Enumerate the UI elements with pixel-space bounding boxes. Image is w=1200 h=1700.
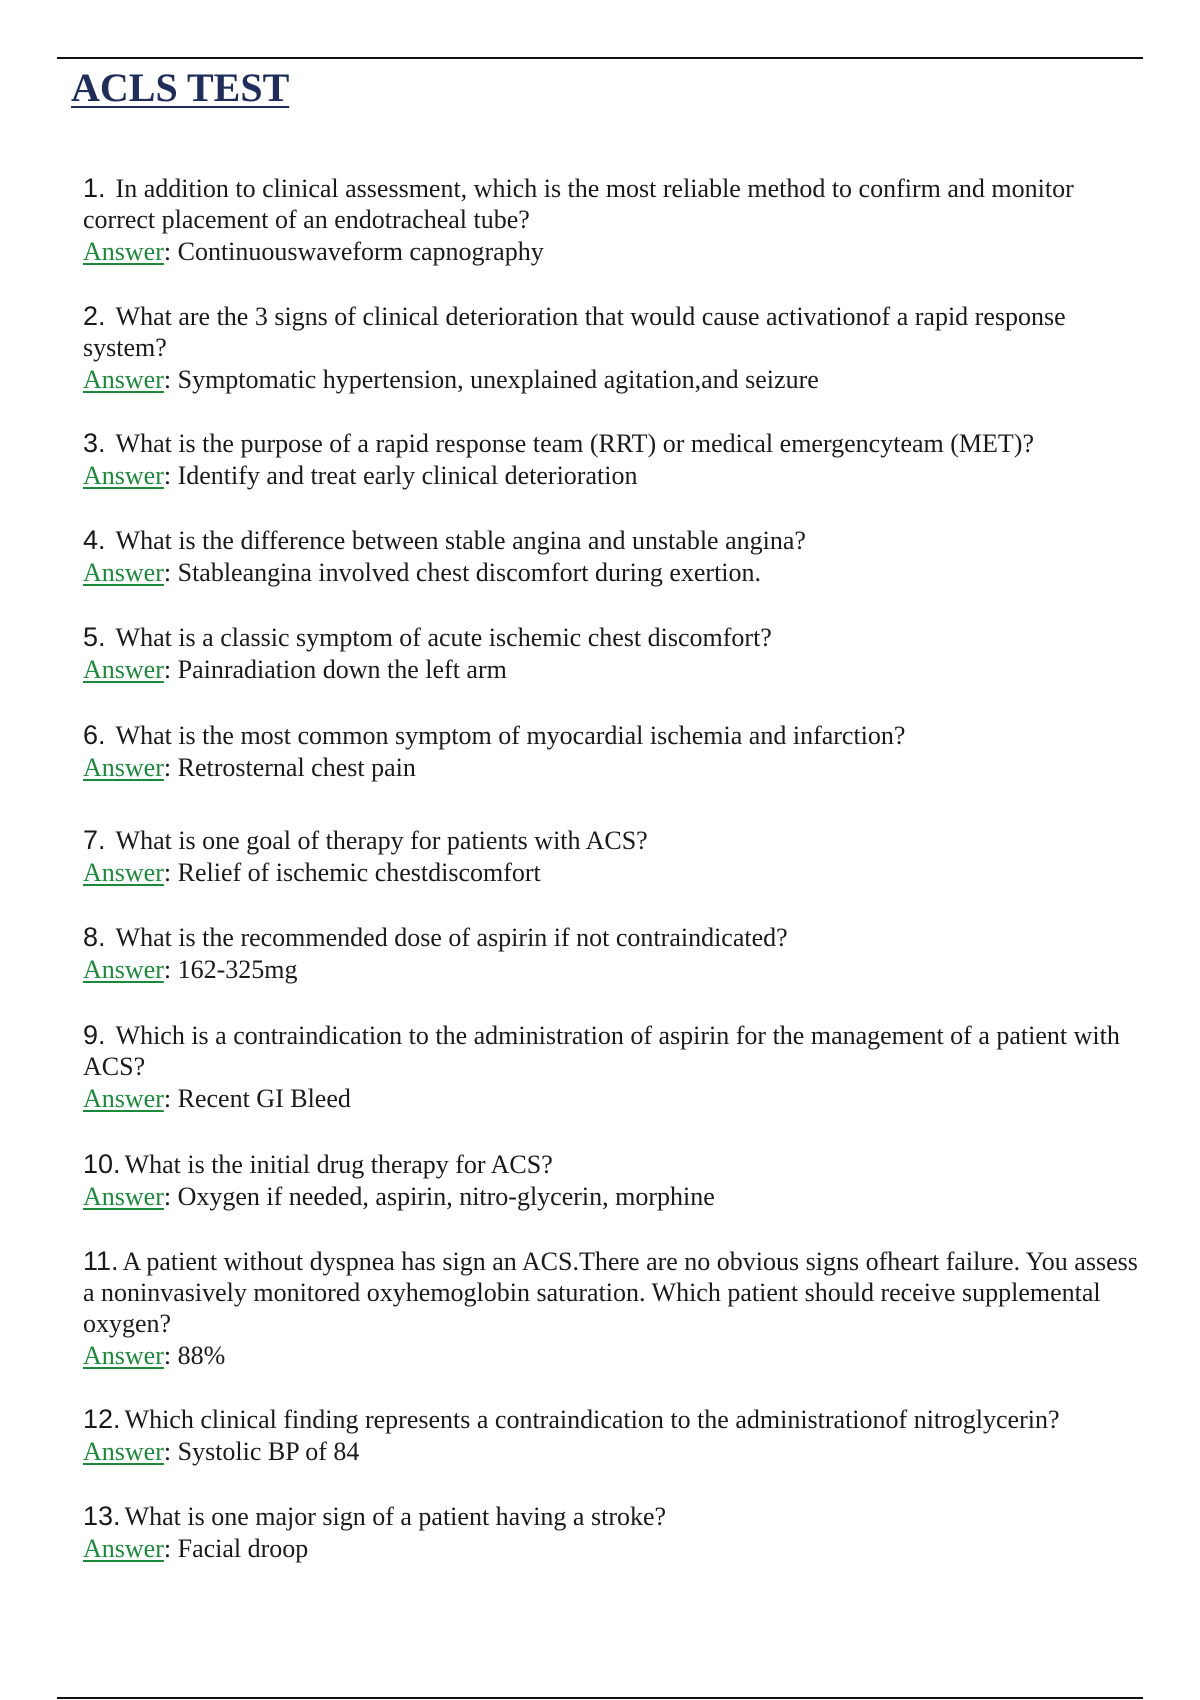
- question-text: What is the difference between stable angina and unstable angina?: [115, 526, 806, 555]
- answer-text: Systolic BP of 84: [177, 1437, 360, 1466]
- qa-item-10: 10. What is the initial drug therapy for ACS? Answer: Oxygen if needed, aspirin, nitro-glycerin, morphine: [83, 1149, 715, 1211]
- answer-label: Answer: [83, 365, 164, 394]
- question-text: What is the most common symptom of myocardial ischemia and infarction?: [115, 721, 906, 750]
- question-number: 7.: [83, 825, 106, 855]
- top-rule: [57, 57, 1143, 59]
- answer-label: Answer: [83, 1084, 164, 1113]
- question-text: What is the recommended dose of aspirin if not contraindicated?: [115, 923, 788, 952]
- question-number: 6.: [83, 720, 106, 750]
- qa-item-4: 4. What is the difference between stable angina and unstable angina? Answer: Stableangina involved chest discomfort during exertion.: [83, 525, 806, 587]
- answer-label: Answer: [83, 1182, 164, 1211]
- question-number: 3.: [83, 428, 106, 458]
- question-number: 12.: [83, 1404, 121, 1434]
- answer-text: Continuouswaveform capnography: [177, 237, 544, 266]
- question-text: What is one major sign of a patient having a stroke?: [124, 1502, 667, 1531]
- answer-label: Answer: [83, 753, 164, 782]
- question-number: 9.: [83, 1020, 106, 1050]
- question-number: 2.: [83, 301, 106, 331]
- question-number: 13.: [83, 1501, 121, 1531]
- answer-text: 162-325mg: [177, 955, 298, 984]
- question-text: What is one goal of therapy for patients with ACS?: [115, 826, 648, 855]
- answer-label: Answer: [83, 858, 164, 887]
- answer-text: Facial droop: [177, 1534, 309, 1563]
- answer-text: Identify and treat early clinical deterioration: [177, 461, 638, 490]
- answer-text: Retrosternal chest pain: [177, 753, 416, 782]
- question-text: What is the initial drug therapy for ACS?: [124, 1150, 553, 1179]
- qa-item-1: 1. In addition to clinical assessment, which is the most reliable method to confirm and monitor correct placement of an endotracheal tube? Answer: Continuouswaveform capnography: [83, 173, 1074, 266]
- question-number: 5.: [83, 622, 106, 652]
- qa-item-2: 2. What are the 3 signs of clinical deterioration that would cause activationof a rapid response system? Answer: Symptomatic hypertension, unexplained agitation,and seizure: [83, 301, 1066, 394]
- answer-label: Answer: [83, 1341, 164, 1370]
- answer-text: Painradiation down the left arm: [177, 655, 507, 684]
- question-number: 10.: [83, 1149, 121, 1179]
- answer-label: Answer: [83, 1534, 164, 1563]
- answer-text: Symptomatic hypertension, unexplained agitation,and seizure: [177, 365, 819, 394]
- question-text: A patient without dyspnea has sign an ACS.There are no obvious signs ofheart failure. You assess a noninvasively monitored oxyhemoglobin saturation. Which patient should receive supplemental oxygen?: [83, 1247, 1138, 1338]
- question-text: Which clinical finding represents a contraindication to the administrationof nitroglycerin?: [124, 1405, 1060, 1434]
- question-text: What is a classic symptom of acute ischemic chest discomfort?: [115, 623, 772, 652]
- qa-item-8: 8. What is the recommended dose of aspirin if not contraindicated? Answer: 162-325mg: [83, 922, 788, 984]
- question-number: 11.: [83, 1246, 119, 1276]
- answer-text: Recent GI Bleed: [177, 1084, 351, 1113]
- question-number: 8.: [83, 922, 106, 952]
- answer-text: Oxygen if needed, aspirin, nitro-glycerin, morphine: [177, 1182, 715, 1211]
- question-number: 4.: [83, 525, 106, 555]
- answer-label: Answer: [83, 461, 164, 490]
- answer-label: Answer: [83, 558, 164, 587]
- qa-item-13: 13. What is one major sign of a patient having a stroke? Answer: Facial droop: [83, 1501, 667, 1563]
- answer-label: Answer: [83, 955, 164, 984]
- answer-text: Relief of ischemic chestdiscomfort: [177, 858, 541, 887]
- answer-text: 88%: [177, 1341, 226, 1370]
- answer-text: Stableangina involved chest discomfort during exertion.: [177, 558, 762, 587]
- answer-label: Answer: [83, 655, 164, 684]
- question-text: Which is a contraindication to the administration of aspirin for the management of a patient with ACS?: [83, 1021, 1120, 1081]
- question-text: In addition to clinical assessment, which is the most reliable method to confirm and monitor correct placement of an endotracheal tube?: [83, 174, 1074, 234]
- qa-item-5: 5. What is a classic symptom of acute ischemic chest discomfort? Answer: Painradiation down the left arm: [83, 622, 772, 684]
- qa-item-11: 11. A patient without dyspnea has sign an ACS.There are no obvious signs ofheart failure. You assess a noninvasively monitored oxyhemoglobin saturation. Which patient should receive supplemental oxygen? Answer: 88%: [83, 1246, 1138, 1370]
- question-text: What is the purpose of a rapid response team (RRT) or medical emergencyteam (MET)?: [115, 429, 1034, 458]
- answer-label: Answer: [83, 1437, 164, 1466]
- qa-item-6: 6. What is the most common symptom of myocardial ischemia and infarction? Answer: Retrosternal chest pain: [83, 720, 906, 782]
- question-number: 1.: [83, 173, 106, 203]
- qa-item-9: 9. Which is a contraindication to the administration of aspirin for the management of a patient with ACS? Answer: Recent GI Bleed: [83, 1020, 1120, 1113]
- answer-label: Answer: [83, 237, 164, 266]
- page-title: ACLS TEST: [71, 65, 290, 110]
- qa-item-3: 3. What is the purpose of a rapid response team (RRT) or medical emergencyteam (MET)? Answer: Identify and treat early clinical deterioration: [83, 428, 1034, 490]
- bottom-rule: [57, 1697, 1143, 1699]
- qa-item-12: 12. Which clinical finding represents a contraindication to the administrationof nitroglycerin? Answer: Systolic BP of 84: [83, 1404, 1060, 1466]
- question-text: What are the 3 signs of clinical deterioration that would cause activationof a rapid response system?: [83, 302, 1066, 362]
- qa-item-7: 7. What is one goal of therapy for patients with ACS? Answer: Relief of ischemic chestdiscomfort: [83, 825, 648, 887]
